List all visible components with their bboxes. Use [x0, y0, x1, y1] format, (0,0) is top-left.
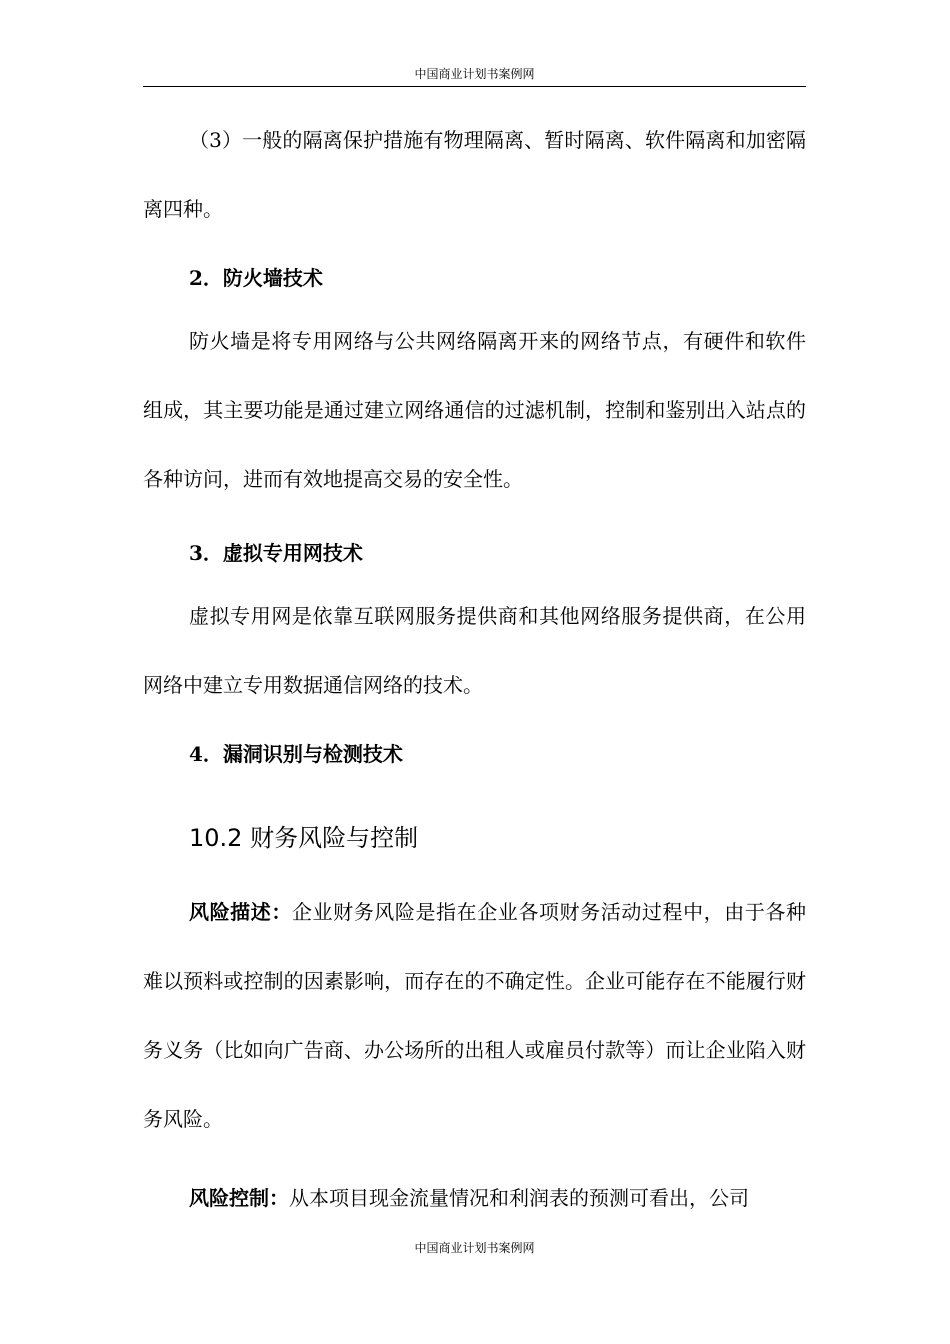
heading-firewall: 2．防火墙技术: [189, 266, 323, 290]
risk-description-label: 风险描述：: [189, 900, 292, 924]
heading-vulnerability: 4．漏洞识别与检测技术: [189, 742, 403, 766]
risk-description-text: 企业财务风险是指在企业各项财务活动过程中，由于各种难以预料或控制的因素影响，而存在的不确定性。企业可能存在不能履行财务义务（比如向广告商、办公场所的出租人或雇员付款等）而让企业陷入财务风险。: [143, 900, 807, 1131]
risk-control-text: 从本项目现金流量情况和利润表的预测可看出，公司: [289, 1186, 749, 1210]
section-title: 10.2 财务风险与控制: [189, 824, 419, 852]
header-divider: [143, 86, 806, 87]
paragraph-isolation: （3）一般的隔离保护措施有物理隔离、暂时隔离、软件隔离和加密隔离四种。: [143, 128, 806, 221]
page-footer: 中国商业计划书案例网: [414, 1241, 535, 1255]
heading-vpn: 3．虚拟专用网技术: [189, 541, 363, 565]
paragraph-firewall: 防火墙是将专用网络与公共网络隔离开来的网络节点，有硬件和软件组成，其主要功能是通过建立网络通信的过滤机制，控制和鉴别出入站点的各种访问，进而有效地提高交易的安全性。: [143, 329, 806, 491]
risk-control-label: 风险控制：: [189, 1186, 289, 1210]
paragraph-risk-control: [143, 1164, 806, 1233]
paragraph-risk-description: [143, 878, 806, 1154]
page-header: 中国商业计划书案例网: [414, 67, 535, 81]
paragraph-vpn: 虚拟专用网是依靠互联网服务提供商和其他网络服务提供商，在公用网络中建立专用数据通信网络的技术。: [143, 604, 806, 697]
